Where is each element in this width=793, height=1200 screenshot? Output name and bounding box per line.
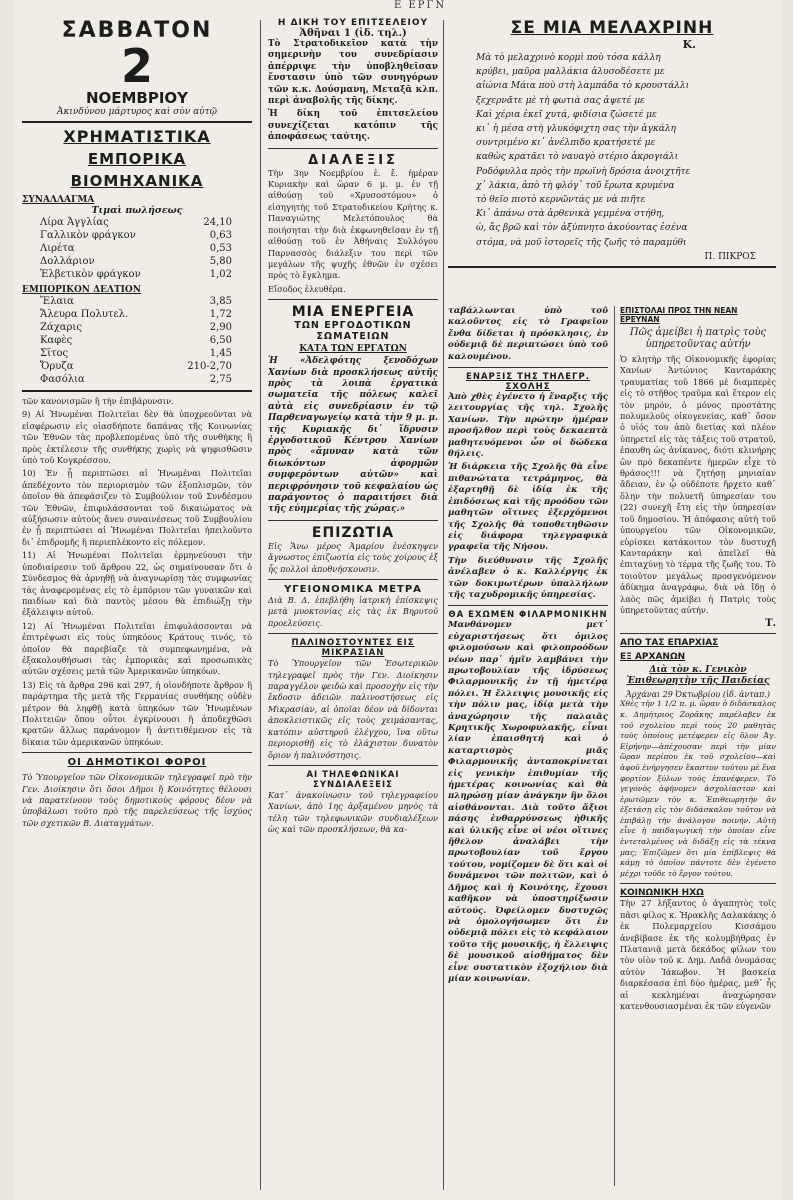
price-item-name: Δολλάριον [40, 256, 95, 267]
poem-body [448, 51, 776, 250]
divider [268, 765, 438, 766]
column-rule [443, 20, 444, 1190]
column-right [448, 18, 776, 1193]
article-title: ΥΓΕΙΟΝΟΜΙΚΑ ΜΕΤΡΑ [284, 584, 422, 596]
poem-line: Μὰ τὸ μελαχρινὸ κορμὶ ποὺ τόσα κάλλη [476, 53, 661, 63]
article-title: ΔΙΑΛΕΞΙΣ [308, 152, 398, 168]
poem-line: αἰώνια Μάια ποὺ στὴ λαμπάδα τὸ κρουστάλλι [476, 81, 690, 92]
section-heading: ΒΙΟΜΗΧΑΝΙΚΑ [70, 172, 204, 190]
price-item-value: 1,72 [209, 309, 232, 320]
article-title: ΑΙ ΤΗΛΕΦΩΝΙΚΑΙ ΣΥΝΔΙΑΛΕΞΕΙΣ [306, 769, 400, 790]
poem-line: καθὼς κρατᾶει τὸ ναυαγὸ στέριο ἀκρογιάλι [476, 152, 679, 163]
poem-line: Καὶ χέρια ἐκεῖ χυτά, φιδίσια ζώσετέ με [476, 109, 657, 120]
price-item-value: 210-2,70 [187, 361, 232, 372]
price-row [22, 242, 252, 255]
price-row [22, 321, 252, 334]
section-heading: ΚΟΙΝΩΝΙΚΗ ΗΧΩ [620, 888, 704, 899]
divider [268, 633, 438, 634]
price-item-value: 0,53 [209, 243, 232, 254]
price-item-value: 0,63 [209, 230, 232, 241]
price-row [22, 255, 252, 268]
paragraph: Διὰ Β. Δ. ἐπεβλήθη ἰατρικὴ ἐπίσκεψις μετὰ μυοκτονίας εἰς τὰς ἐκ Βηρυτοῦ προελεύσεις. [268, 595, 438, 628]
paragraph: Εἰς Ἄνω μέρος Ἀμαρίου ἐνέσκηψεν ἄγνωστος ἐπιζωοτία εἰς τοὺς χοίρους ἐξ ἧς πολλοὶ ἀποθνήσκουσιν. [268, 540, 438, 574]
paragraph: Τὴν 3ην Νοεμβρίου ἐ. ἔ. ἡμέραν Κυριακὴν καὶ ὥραν 6 μ. μ. ἐν τῇ αἰθούσῃ τοῦ «Χρυσοστόμου» ὁ εἰσηγητὴς τοῦ Στρατοδικείου Κρήτης κ. Παναγιώτης Μελετόπουλος θὰ ποιήσηται τὴν διὰ ἐκφωνηθεῖσαν ἐν τῇ αἰθούσῃ τοῦ ἐν Ἀθήναις Συλλόγου Παρνασσὸς διάλεξιν του περὶ τῶν μεγάλων τῆς ψυχῆς ἐθνῶν ἐν σχέσει πρὸς τὸ ἔγκλημα. [268, 167, 438, 281]
divider [620, 633, 776, 634]
article-title: Πῶς ἀμείβει ἡ πατρὶς τοὺς ὑπηρετοῦντας αὐτήν [629, 327, 767, 350]
price-item-name: Ἑλβετικὸν φράγκον [40, 269, 141, 280]
price-item-name: Φασόλια [40, 374, 85, 385]
poem-author: Π. ΠΙΚΡΟΣ [704, 251, 756, 262]
section-heading: ΕΠΙΣΤΟΛΑΙ ΠΡΟΣ ΤΗΝ ΝΕΑΝ ΕΡΕΥΝΑΝ [620, 306, 738, 324]
price-item-name: Ζάχαρις [40, 322, 82, 333]
poem-line: κρύβει, μαῦρα μαλλάκια ἀλυσοδέσετε με [476, 67, 665, 78]
paragraph: 11) Αἱ Ἡνωμέναι Πολιτεῖαι ἑρμηνεύουσι τὴν ὑποδιαίρεσιν τοῦ ἄρθρου 22, ὡς σημαίνουσαν ὅτι ὁ Σύνδεσμος θὰ ἀρνηθῇ νὰ ἀναγνωρίσῃ τὰς συμφωνίας τὰς ἀναφερομένας εἰς τὸ ἐμπόριον τῶν γυναικῶν καὶ παιδίων καὶ διὰ παντὸς μέσου θὰ ἐπιδιώξῃ τὴν ἐξάλειψιν αὐτοῦ. [22, 550, 252, 618]
poem-line: στόμα, νὰ μοῦ ἱστορεῖς τῆς ζωῆς τὸ παραμύθι [476, 237, 687, 248]
price-row [22, 229, 252, 242]
section-subheading: ΕΞ ΑΡΧΑΝΩΝ [620, 652, 686, 663]
price-row [22, 347, 252, 360]
saint-of-day: Ἀκινδύνου μάρτυρος καὶ σὺν αὐτῷ [57, 107, 217, 117]
poem-line: ὡ, ἄς βρῶ καὶ τὸν ἀξύπνητο ἀκούοντας ἐσένα [476, 223, 688, 234]
paragraph: Ἀπὸ χθὲς ἐγένετο ἡ ἔναρξις τῆς λειτουργίας τῆς τηλ. Σχολῆς Χανίων. Τὴν πρώτην ἡμέραν προσῆλθον περὶ τοὺς δεκαεπτὰ μαθητευόμενοι ὧν οἱ δώδεκα θήλεις. [448, 392, 608, 460]
paragraph: ταβάλλωνται ὑπὸ τοῦ καλοῦντος εἰς τὸ Γραφεῖον ἔνθα δίδεται ἡ πρόσκλησις, ἐν οὐδεμιᾷ δὲ περιπτώσει ὑπὸ τοῦ καλουμένου. [448, 306, 608, 362]
article-title: ΕΝΑΡΞΙΣ ΤΗΣ ΤΗΛΕΓΡ. ΣΧΟΛΗΣ [466, 372, 590, 393]
fx-sublabel: Τιμαὶ πωλήσεως [91, 205, 183, 216]
price-row [22, 295, 252, 308]
poem-dedication: Κ. [682, 38, 696, 51]
price-item-name: Καφὲς [40, 335, 73, 346]
paragraph: Τὸ Ὑπουργεῖον τῶν Ἐσωτερικῶν τηλεγραφεῖ πρὸς τὴν Γεν. Διοίκησιν παραγγέλον φειδὼ καὶ προσοχὴν εἰς τὴν ἔκδοσιν ἀδειῶν παλινοστήσεως εἰς Μικρασίαν, αἱ ὁποῖαι δέον νὰ δίδονται ἀποκλειστικῶς εἰς τοὺς χειμάσαντας, κατόπιν αὐστηροῦ ἐλέγχου, ἵνα οὕτω περιορισθῇ εἰς τὸ ἐλάχιστον δυνατὸν ὅριον ἡ παλινόστησις. [268, 658, 438, 760]
article-title: ΕΠΙΖΩΤΙΑ [311, 524, 395, 541]
poem-line: συντριμένο κι᾽ ἀνέλπιδο κρατήσετέ με [476, 138, 656, 149]
paragraph: Μανθάνομεν μετ᾽ εὐχαριστήσεως ὅτι ὁμιλος φιλομούσων καὶ φιλοπροόδων νέων παρ᾽ ἡμῖν λαμβάνει τὴν πρωτοβουλίαν τῆς ἱδρύσεως Φιλαρμονικῆς ἐν τῇ ἡμετέρᾳ πόλει. Ἡ ἔλλειψις μουσικῆς εἰς τὴν πόλιν μας, ἰδίᾳ μετὰ τὴν ἀναχώρησιν τῆς παλαιᾶς Κρητικῆς Χωροφυλακῆς, εἶναι λίαν ἐπαισθητή καὶ ὁ καταρτισμὸς μιᾶς Φιλαρμονικῆς ἀνταποκρίνεται εἰς γενικὴν ἐπιθυμίαν τῆς ἡμετέρας κοινωνίας καὶ θὰ πληρώσῃ μίαν ἀνάγκην ἣν ὅλοι αἰσθάνονται. Διὰ τοῦτο ἄξιοι πάσης ἐνθαρρύνσεως ἠθικῆς καὶ ὑλικῆς εἶνε οἱ νέοι οἵτινες ἤθελον ἀναλάβει τὴν πρωτοβουλίαν τοῦ ἔργου τούτου, νομίζομεν δὲ ὅτι καὶ οἱ δυνάμενοι τῶν πολιτῶν, καὶ ὁ Δῆμος καὶ ἡ Κοινότης, ἔχουσι καθῆκον νὰ ὑποστηρίξωσιν αὐτούς. Ὀφείλομεν δυστυχῶς νὰ ὁμολογήσωμεν ὅτι ἐν οὐδεμιᾷ πόλει εἰς τὸ κεφάλαιον τοῦτο τῆς μουσικῆς, ἡ ἔλλειψις δὲ μουσικοῦ αἰσθήματος δὲν εἶνε συστατικὸν ἐξοχήλιον διὰ μίαν κοινωνίαν. [448, 620, 608, 984]
price-item-value: 2,75 [209, 374, 232, 385]
price-row [22, 373, 252, 386]
goods-label: ΕΜΠΟΡΙΚΟΝ ΔΕΛΤΙΟΝ [22, 285, 141, 295]
divider [22, 390, 252, 392]
dateline: Ἀρχάναι 29 Ὀκτωβρίου (ἰδ. ἀνταπ.) [625, 690, 770, 700]
price-item-value: 1,45 [209, 348, 232, 359]
paragraph: Ἡ διάρκεια τῆς Σχολῆς θὰ εἶνε πιθανώτατα τετράμηνος, θὰ ἐξαρτηθῇ δὲ ἰδίᾳ ἐκ τῆς ἐπιδόσεως καὶ τῆς προόδου τῶν μαθητῶν οἵτινες ἐξερχόμενοι τῆς Σχολῆς θὰ τοποθετηθῶσιν εἰς διάφορα τηλεγραφικὰ γραφεῖα τῆς Νήσου. [448, 462, 608, 553]
paragraph: 13) Εἰς τὰ ἄρθρα 296 καὶ 297, ἡ οἱονδήποτε ἄρθρον ἢ παράρτημα τῆς μετὰ τῆς Γερμανίας συνθήκης οὐδὲν μέτρον θὰ ληφθῇ κατὰ ὑπηκόων τῶν Ἡνωμένων Πολιτειῶν ὅπου οὗτοι ἐγκρίνουσι ἢ ἀποδεχθῶσι κρατῶν ἄλλως παράνομον ἢ ἀντιτιθέμενον εἰς τὰ δίκαια τῶν ἀμερικανῶν ὑπηκόων. [22, 679, 252, 747]
divider [268, 579, 438, 580]
paragraph: Ἡ δίκη τοῦ ἐπιτσελείου συνεχίζεται κατόπιν τῆς ἀποφάσεως ταύτης. [268, 109, 438, 143]
price-item-name: Ἄλευρα Πολυτελ. [40, 309, 129, 320]
price-item-name: Ὄρυζα [40, 361, 74, 372]
poem-title: ΣΕ ΜΙΑ ΜΕΛΑΧΡΙΝΗ [510, 18, 714, 38]
price-item-value: 6,50 [209, 335, 232, 346]
paragraph: Χθὲς τὴν 1 1/2 π. μ. ὥραν ὁ διδάσκαλος κ. Δημήτριος Ζορᾶκης παρέλαβεν ἐκ τοῦ σχολείου περὶ τοὺς 20 μαθητὰς τοὺς ὁποίους μετέφερεν εἰς ὅλον Ἁγ. Εἰρήνην—ἀπέχουσαν περὶ τὴν μίαν ὥραν περίπου ἐκ τοῦ σχολείου—καὶ ἀφοῦ ἐνήργησεν ἕκαστον τούτου μὲ ἕνα φορτίον ξύλων τοὺς ἐπανέφερεν. Τὸ γεγονὸς ἀφήνομεν ἀσχολίαστον καὶ ἐρωτῶμεν τὸν κ. Ἐπιθεωρητὴν ἂν ἐξετάσῃ εἰς τὸν διδάσκαλον τοῦτον νὰ ἐπιβάλῃ τὴν ἀνάλογον ποινήν. Αὐτὴ εἶνε ἡ παιδαγωγικὴ τὴν ὁποίαν εἶνε ἐντεταλμένος νὰ διδάξῃ εἰς τὰ τέκνα μας; Ἐπιζῶμεν ὅτι μία ἐπίβλεψις θὰ κάμῃ τὸ ὁποῖον πάντοτε δὲν ἐγένετο μέχρι τοῦδε τὸ ἔργον τούτου. [620, 699, 776, 878]
paragraph: Τὸ Στρατοδικεῖον κατὰ τὴν σημερινὴν του συνεδρίασιν ἀπέρριψε τὴν ὑποβληθεῖσαν ἔνστασιν ὑπὸ τῶν συνηγόρων τῶν κ.κ. Δούσμανη, Μεταξᾶ κλπ. περὶ ἀναβολῆς τῆς δίκης. [268, 39, 438, 107]
poem-line: κι᾽ ἡ μέσα στὴ γλυκόφιχτη σας τὴν ἀγκάλη [476, 124, 676, 135]
divider [268, 148, 438, 149]
article-title: ΟΙ ΔΗΜΟΤΙΚΟΙ ΦΟΡΟΙ [67, 757, 207, 769]
dateline: Ἀθῆναι 1 (ἰδ. τηλ.) [299, 28, 407, 39]
fx-label: ΣΥΝΑΛΛΑΓΜΑ [22, 195, 95, 205]
date-number: 2 [120, 39, 153, 93]
paragraph: 10) Ἐν ᾗ περιπτώσει αἱ Ἡνωμέναι Πολιτεῖαι ἀπεδέχοντο τὸν περιορισμὸν τῶν ἐξοπλισμῶν, τὸν ὁποῖον θὰ ἀπεφάσιζεν τὸ Συμβούλιον τοῦ Συνδέσμου τῶν Ἐθνῶν, ἐπιφυλάσσονται τοῦ δικαιώματος νὰ αὐξήσωσιν αὐτοὺς ἄνευ συναινέσεως τοῦ Συμβουλίου ἐν ᾗ περιπτώσει αἱ Ἡνωμέναι Πολιτεῖαι ἠπειλοῦντο δι᾽ ἐπιδρομῆς ἢ περιεπλέκοντο εἰς πόλεμον. [22, 468, 252, 547]
divider [448, 605, 608, 606]
divider [448, 266, 776, 268]
paragraph: Τὴν διεύθυνσιν τῆς Σχολῆς ἀνέλαβεν ὁ κ. Καλλέργης ἐκ τῶν δοκιμωτέρων ὑπαλλήλων τῆς ταχυδρομικῆς ὑπηρεσίας. [448, 555, 608, 600]
article-title: ΤΩΝ ΕΡΓΟΔΟΤΙΚΩΝ ΣΩΜΑΤΕΙΩΝ [294, 320, 412, 343]
price-item-name: Λίρα Ἀγγλίας [40, 217, 109, 228]
price-row [22, 360, 252, 373]
paragraph: Κατ᾽ ἀνακοίνωσιν τοῦ τηλεγραφείου Χανίων, ἀπὸ 1ης ἀρξαμένου μηνὸς τὰ τέλη τῶν τηλεφωνικῶν συνδιαλέξεων ὡς καὶ τῶν προσκλήσεων, θὰ κα- [268, 789, 438, 835]
paragraph: 9) Αἱ Ἡνωμέναι Πολιτεῖαι δὲν θὰ ὑποχρεοῦνται νὰ εἰσφέρωσιν εἰς οἱασδήποτε δαπάνας τῆς Κοινωνίας τῶν Ἐθνῶν τὰς προβλεπομένας ὑπὸ τῆς συνθήκης ἢ πρὸς ἐκτέλεσιν τῆς συνθήκης χωρὶς νὰ ψηφισθῶσιν ὑπὸ τοῦ Κογκρέσσου. [22, 409, 252, 466]
column-middle [268, 18, 438, 1193]
price-row [22, 216, 252, 229]
column-rule [260, 20, 261, 1190]
article-subtitle: ΚΑΤΑ ΤΩΝ ΕΡΓΑΤΩΝ [299, 344, 407, 355]
paragraph: 12) Αἱ Ἡνωμέναι Πολιτεῖαι ἐπιφυλάσσονται νὰ ἐπιτρέψωσι εἰς τοὺς ὑπηκόους Κράτους τινός, τὸ ὁποῖον θὰ παρεβίαζε τὰ συμπεφωνημένα, νὰ ἐξακολουθήσωσι τὰς ἐμπορικὰς καὶ προσωπικὰς αὐτῶν σχέσεις μετὰ τῶν Ἀμερικανῶν ὑπηκόων. [22, 620, 252, 677]
price-item-value: 5,80 [209, 256, 232, 267]
divider [268, 299, 438, 300]
subcolumn-left [448, 306, 608, 987]
poem-line: ξεχερνᾶτε μὲ τὴ φωτιὰ σας ἀψετέ με [476, 95, 645, 106]
article-title: Διὰ τὸν κ. Γενικὸν Ἐπιθεωρητὴν τῆς Παιδείας [626, 665, 770, 687]
price-item-value: 3,85 [209, 296, 232, 307]
price-item-name: Γαλλικὸν φράγκον [40, 230, 136, 241]
paragraph: Τὴν 27 λήξαντος ὁ ἀγαπητὸς τοῖς πᾶσι φίλος κ. Ἡρακλῆς Δαλακάκης ὁ ἐκ Πολεμαρχείου Κισσάμου ἀνεβίβασε ἐκ τῆς κολυμβήθρας ἐν Πλατανιᾷ μετὰ δεκάδος φίλων του τὸν υἱὸν τοῦ κ. Δημ. Λαδᾶ ὀνομάσας αὐτὸν Ἰάκωβον. Ἡ βασκεία διαρκέσασα ἐπὶ δύο ἡμέρας, μεθ᾽ ἧς αἱ κεκλημέναι ἀναχώρησαν κατενθουσιασμέναι ἐκ τῶν εὐγενῶν [620, 898, 776, 1012]
column-left [22, 18, 252, 1193]
article-title: ΜΙΑ ΕΝΕΡΓΕΙΑ [291, 304, 415, 321]
month: ΝΟΕΜΒΡΙΟΥ [85, 89, 189, 107]
poem-line: τὸ θεῖο πιοτὸ κερνῶντάς με νὰ πιῆτε [476, 195, 646, 206]
subcolumn-right [620, 306, 776, 1015]
divider [22, 752, 252, 753]
poem-line: Κι᾽ ἀπάνω στὰ ἀρθενικὰ γεμμένα στήθη, [476, 209, 665, 220]
section-heading: ΧΡΗΜΑΤΙΣΤΙΚΑ [63, 127, 211, 146]
masthead-fragment: Ε ΕΡΓΝ [394, 0, 447, 11]
section-heading: ΕΜΠΟΡΙΚΑ [87, 150, 187, 168]
paragraph: Τὸ Ὑπουργεῖον τῶν Οἰκονομικῶν τηλεγραφεῖ πρὸ τὴν Γεν. Διοίκησιν ὅτι ὅσοι Δῆμοι ἢ Κοινότητες θέλουσι νὰ παρατείνουν τοὺς δημοτικοὺς φόρους δέον νὰ ὑποβάλωσι τοῦτο πρὸ τῆς παρελεύσεως τῆς ἰσχύος τῶν σχετικῶν Β. Διαταγμάτων. [22, 772, 252, 828]
signature: Τ. [765, 618, 776, 630]
paragraph: Εἴσοδος ἐλευθέρα. [268, 283, 346, 294]
paragraph: Ὁ κλητὴρ τῆς Οἰκονομικῆς ἐφορίας Χανίων Ἀντώνιος Κανταράκης τραυματίας τοῦ 1866 μὲ διαμπερὲς εἰς τὸ στῆθος τραῦμα καὶ ἕτερον εἰς τὸν μηρόν, ὁ μόνος προστάτης πολυμελοῦς οἰκογενείας, καθ᾽ ὅσον ὁ υἱός του ἀπὸ διετίας καὶ πλέον ὑπηρετεῖ εἰς τὰς τάξεις τοῦ στρατοῦ, ἐπαυθη ὡς ἀνίκανος, διότι κλινήρης ὢν πρὸ δεκαπέντε ἡμερῶν εἶχε τὸ θράσος!!! νὰ ζητήσῃ μηνιαίαν ἄδειαν, ἐν ᾧ οὐδέποτε ἤρχετο καθ᾽ ὅλην τὴν πολυετῆ ὑπηρεσίαν του (22) συνεχῆ ἔτη εἰς τὴν ὑπηρεσίαν τοῦ δημοσίου. Ἡ ἀπόφασις αὐτὴ τοῦ ὑπουργείου τῶν Οἰκονομικῶν, εὑρίσκει κατάκοιτον τὸν δυστυχῆ Κανταράκην καὶ ἀπεῖλεῖ θὰ ἐπιταχύνῃ τὸ τέρμα τῆς ζωῆς του. Τὸ τοιοῦτον μεγάλως προσγενόμενον ἀδίκημα ἀναγράφω, διὰ νὰ ἴδῃ ὁ λαὸς πῶς ἀμείβει ἡ Πατρὶς τοὺς ὑπηρετοῦντας αὐτήν. [620, 354, 776, 615]
price-item-name: Σῖτος [40, 348, 69, 359]
poem-line: χ᾽ λάκια, ἀπὸ τὴ φλόγ᾽ τοῦ ἔρωτα κρυμένα [476, 180, 675, 191]
price-item-value: 2,90 [209, 322, 232, 333]
paragraph: τῶν κανονισμῶν ἢ τὴν ἐπιβάρυνσιν. [22, 396, 174, 406]
newspaper-page [14, 0, 782, 1200]
article-title: Η ΔΙΚΗ ΤΟΥ ΕΠΙΤΣΕΛΕΙΟΥ [277, 18, 429, 28]
article-title: ΠΑΛΙΝΟΣΤΟΥΝΤΕΣ ΕΙΣ ΜΙΚΡΑΣΙΑΝ [291, 638, 415, 659]
price-row [22, 308, 252, 321]
goods-table [22, 295, 252, 386]
price-item-name: Ἔλαια [40, 296, 74, 307]
price-row [22, 334, 252, 347]
column-rule [614, 306, 615, 1186]
divider [268, 520, 438, 521]
divider [620, 883, 776, 884]
divider [448, 367, 608, 368]
paragraph: Ἡ «Ἀδελφότης ξενοδόχων Χανίων διὰ προσκλήσεως αὐτῆς πρὸς τὰ λοιπὰ ἐργατικὰ σωματεῖα τῆς πόλεως καλεῖ αὐτὰ εἰς συνεδρίασιν ἐν τῷ Παρθεναγωγείῳ κατὰ τὴν 9 μ. μ. τῆς Κυριακῆς δι᾽ ἵδρυσιν ἐργοδοτικοῦ Κέντρου Χανίων πρὸς «ἄμυναν κατὰ τῶν διωκόντων ἀφορμῶν συμφερόντων αὐτῶν» καὶ περιφρόνησιν τοῦ κεφαλαίου ὡς παράγοντος ὁ παραιτήσει διὰ τῆς εὐημερίας τῆς χώρας.» [268, 356, 438, 515]
price-item-value: 24,10 [203, 217, 232, 228]
price-row [22, 268, 252, 281]
fx-table [22, 216, 252, 281]
article-title: ΘΑ ΕΧΩΜΕΝ ΦΙΛΑΡΜΟΝΙΚΗΝ [448, 610, 608, 621]
section-heading: ΑΠΟ ΤΑΣ ΕΠΑΡΧΙΑΣ [620, 638, 719, 649]
divider [22, 121, 252, 123]
poem-line: Ροδόφυλλα πρὸς τὴν πρωϊνὴ δρόσια ἀνοιχτῆτε [476, 166, 691, 177]
price-item-value: 1,02 [209, 269, 232, 280]
price-item-name: Λιρέτα [40, 243, 75, 254]
weekday: ΣΑΒΒΑΤΟΝ [61, 18, 213, 43]
